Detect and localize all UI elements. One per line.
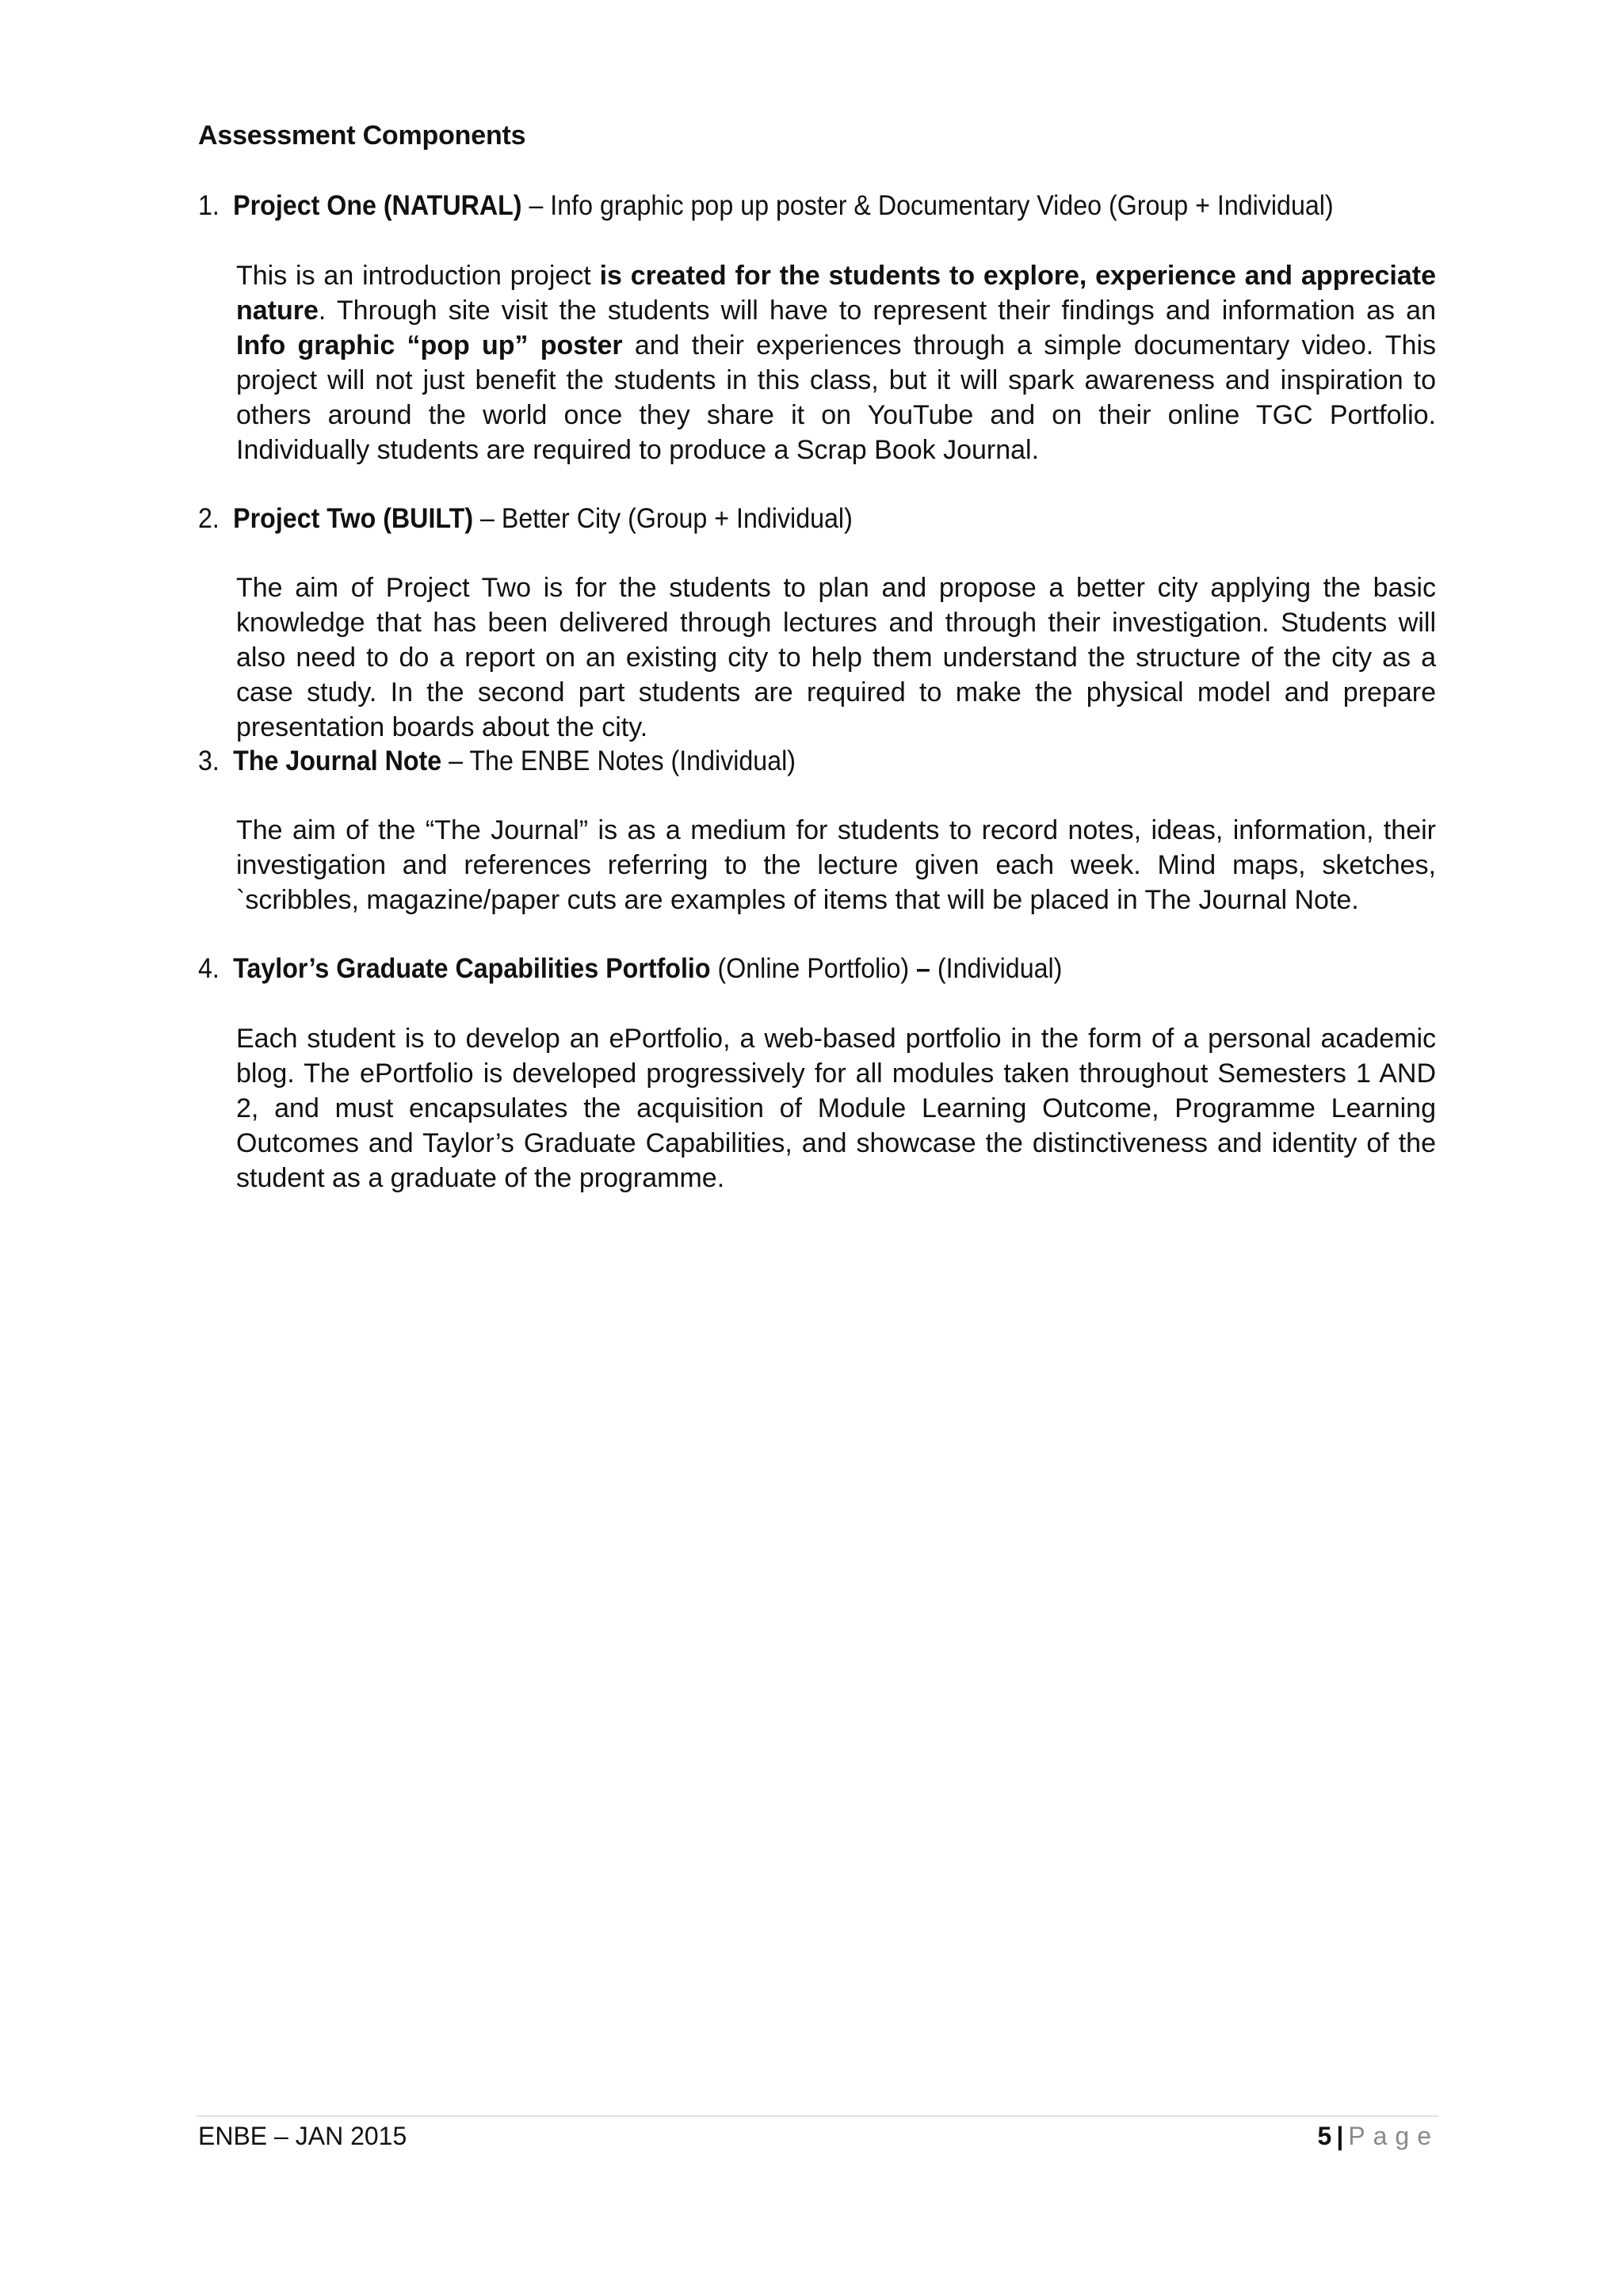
item-2-paragraph: The aim of Project Two is for the students to plan and propose a better city applying the basic knowledge that has been delivered through lectures and through their investigation. Students will also need to do a report on an existing city to help them understand the structure of the city as a case study. In the second part students are required to make the physical model and prepare presentation boards about the city.: [236, 573, 1436, 742]
item-3-paragraph: The aim of the “The Journal” is as a medium for students to record notes, ideas, information, their investigation and references referring to the lecture given each week. Mind maps, sketches, `scribbles, magazine/paper cuts are examples of items that will be placed in The Journal Note.: [236, 815, 1436, 915]
item-3-number: 3.: [198, 746, 220, 776]
item-1-text-c: . Through site visit the students will have to represent their findings and information as an: [318, 296, 1436, 326]
page-separator: |: [1336, 2122, 1344, 2150]
item-1-text-b-bold: is created for the students to explore, experience and appreciate nature: [236, 261, 1436, 326]
item-2-title: [198, 502, 853, 536]
item-4-title-bold: Taylor’s Graduate Capabilities Portfolio: [233, 953, 711, 984]
item-3-title-rest: – The ENBE Notes (Individual): [441, 746, 796, 776]
item-1-title: [198, 189, 1334, 223]
item-1-title-bold: Project One (NATURAL): [233, 190, 522, 221]
item-1-text-e: and their experiences through a simple documentary video. This project will not just benefit the students in this class, but it will spark awareness and inspiration to others around the world once they share it on YouTube and on their online TGC Portfolio. Individually students are required to produce a Scrap Book Journal.: [236, 330, 1436, 465]
item-4-title-dash: –: [916, 953, 930, 984]
item-4-title-mid: (Online Portfolio): [710, 953, 917, 984]
item-4-title-rest: (Individual): [930, 953, 1063, 984]
item-1-title-rest: – Info graphic pop up poster & Documentary Video (Group + Individual): [521, 190, 1334, 221]
item-3-title-bold: The Journal Note: [233, 746, 442, 776]
item-2-title-rest: – Better City (Group + Individual): [473, 503, 853, 534]
item-4-paragraph: Each student is to develop an ePortfolio, a web-based portfolio in the form of a personal academic blog. The ePortfolio is developed progressively for all modules taken throughout Semesters 1 AND 2, and must encapsulates the acquisition of Module Learning Outcome, Programme Learning Outcomes and Taylor’s Graduate Capabilities, and showcase the distinctiveness and identity of the student as a graduate of the programme.: [236, 1024, 1436, 1193]
item-2-title-bold: Project Two (BUILT): [233, 503, 474, 534]
footer-divider: [197, 2115, 1439, 2117]
item-1-text-d-bold: Info graphic “pop up” poster: [236, 330, 623, 360]
page-number: 5: [1317, 2122, 1332, 2150]
item-4-title: [198, 952, 1062, 986]
item-4-number: 4.: [198, 953, 220, 984]
item-1-paragraph: [236, 258, 1436, 467]
footer-left-text: ENBE – JAN 2015: [198, 2122, 407, 2150]
item-2-number: 2.: [198, 503, 220, 534]
section-heading: Assessment Components: [198, 120, 526, 151]
footer-page-indicator: [1318, 2120, 1439, 2152]
page-word: Page: [1348, 2122, 1439, 2150]
item-3-title: [198, 744, 796, 779]
item-1-number: 1.: [198, 190, 220, 221]
item-1-text-a: This is an introduction project: [236, 261, 600, 291]
